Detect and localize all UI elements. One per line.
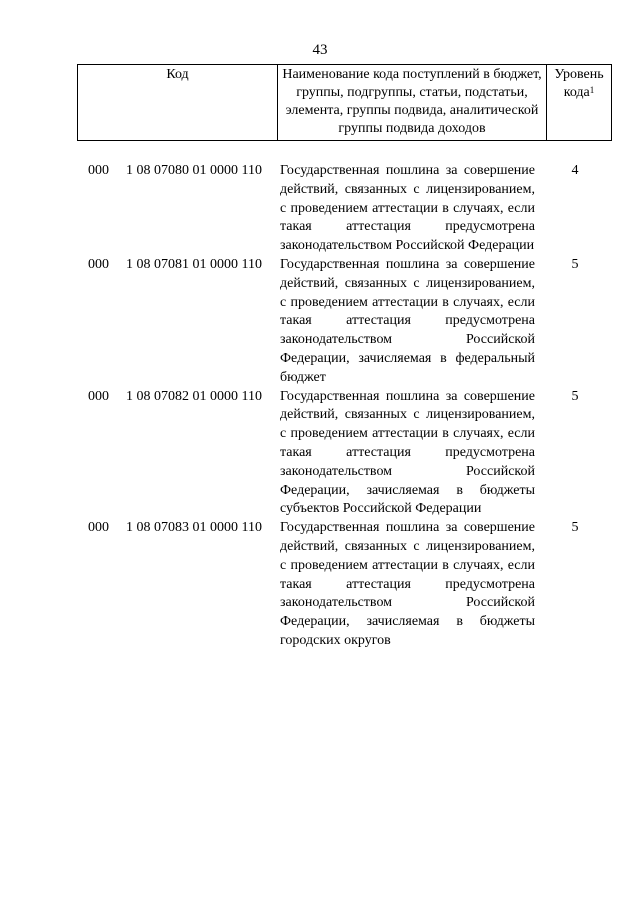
admin-code: 000 (88, 163, 109, 178)
header-level-label: Уровень кода (554, 67, 604, 100)
table-row (0, 388, 640, 520)
table-row (0, 256, 640, 388)
code-level: 4 (571, 163, 579, 178)
table-row (0, 519, 640, 651)
code-level: 5 (571, 256, 579, 272)
income-name: Государственная пошлина за совершение действий, связанных с лицензированием, с проведением аттестации в случаях, если такая аттестация предусмотрена законодательством Российской Федерации, зачисляемая в бюджеты городских округов (280, 520, 535, 648)
table-header (77, 64, 612, 141)
page-number: 43 (312, 42, 328, 58)
income-name: Государственная пошлина за совершение действий, связанных с лицензированием, с проведением аттестации в случаях, если такая аттестация предусмотрена законодательством Российской Федерации (280, 163, 535, 254)
code-level: 5 (571, 388, 579, 404)
admin-code: 000 (88, 520, 109, 536)
income-name: Государственная пошлина за совершение действий, связанных с лицензированием, с проведением аттестации в случаях, если такая аттестация предусмотрена законодательством Российской Федерации, зачисляемая в бюджеты субъектов Российской Федерации (280, 388, 535, 517)
header-row (78, 65, 612, 141)
table-row (0, 162, 640, 256)
income-code: 1 08 07080 01 0000 110 (126, 163, 262, 178)
income-code: 1 08 07082 01 0000 110 (126, 388, 262, 404)
income-code: 1 08 07083 01 0000 110 (126, 520, 262, 536)
admin-code: 000 (88, 256, 109, 272)
header-code: Код (78, 65, 278, 141)
admin-code: 000 (88, 388, 109, 404)
table-body (0, 162, 640, 651)
income-code: 1 08 07081 01 0000 110 (126, 256, 262, 272)
footnote-marker: 1 (589, 85, 595, 95)
income-name: Государственная пошлина за совершение действий, связанных с лицензированием, с проведением аттестации в случаях, если такая аттестация предусмотрена законодательством Российской Федерации, зачисляемая в федеральный бюджет (280, 256, 535, 385)
header-level (547, 65, 612, 141)
header-name: Наименование кода поступлений в бюджет, группы, подгруппы, статьи, подстатьи, элемента, группы подвида, аналитической группы подвида доходов (278, 65, 547, 141)
code-level: 5 (571, 520, 579, 536)
